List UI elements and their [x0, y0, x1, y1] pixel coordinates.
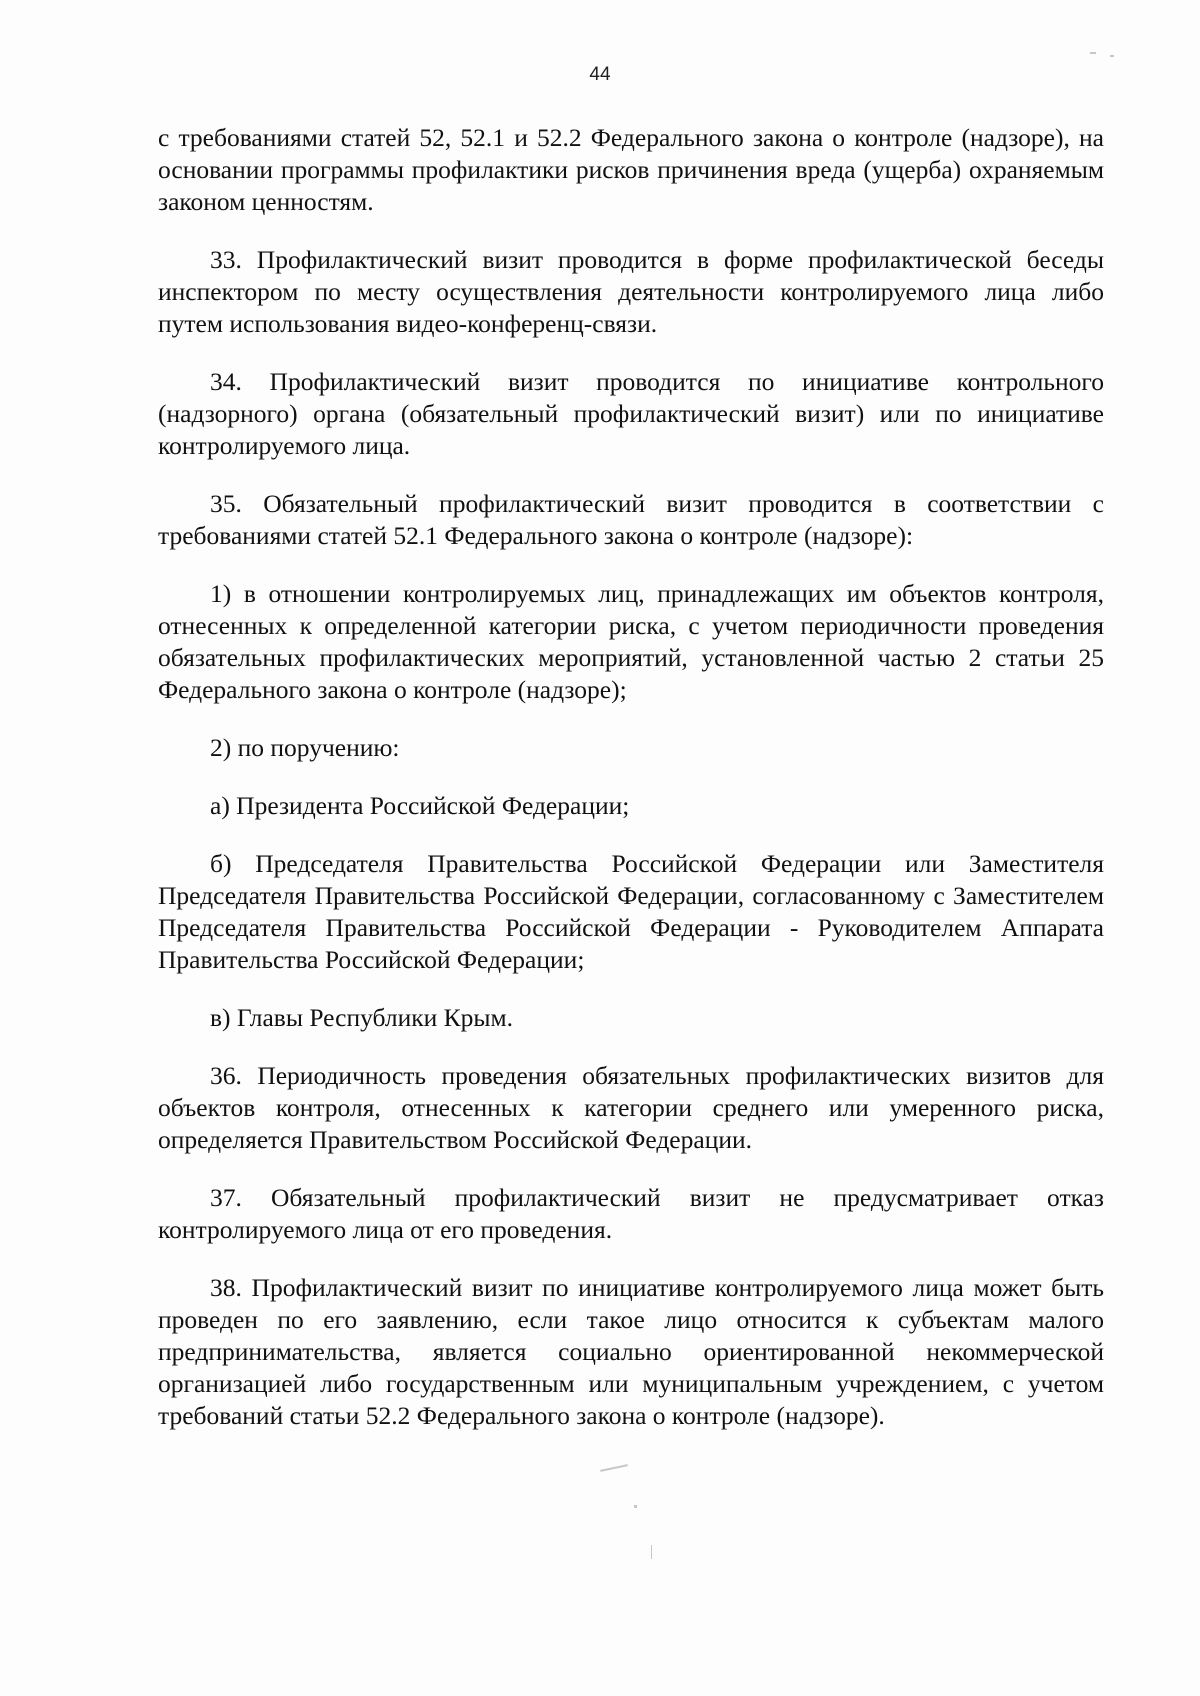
paragraph-35-item-1: 1) в отношении контролируемых лиц, принадлежащих им объектов контроля, отнесенных к определенной категории риска, с учетом периодичности проведения обязательных профилактических мероприятий, установленной частью 2 статьи 25 Федерального закона о контроле (надзоре); — [158, 579, 1104, 704]
scan-artifact — [651, 1545, 652, 1559]
scan-artifact — [1090, 52, 1096, 54]
paragraph-35: 35. Обязательный профилактический визит проводится в соответствии с требованиями статей 52.1 Федерального закона о контроле (надзоре): — [158, 489, 1104, 550]
scan-artifact — [634, 1505, 637, 1508]
paragraph-33: 33. Профилактический визит проводится в форме профилактической беседы инспектором по месту осуществления деятельности контролируемого лица либо путем использования видео-конференц-связи. — [158, 245, 1104, 338]
paragraph-35-item-2b: б) Председателя Правительства Российской Федерации или Заместителя Председателя Правительства Российской Федерации, согласованному с Заместителем Председателя Правительства Российской Федерации - Руководителем Аппарата Правительства Российской Федерации; — [158, 849, 1104, 974]
page-number: 44 — [589, 64, 611, 85]
document-body — [158, 122, 1104, 1458]
scan-artifact — [600, 1464, 628, 1472]
scan-artifact — [1110, 55, 1114, 57]
paragraph-35-item-2c: в) Главы Республики Крым. — [210, 1003, 514, 1032]
paragraph-35-item-2: 2) по поручению: — [210, 733, 400, 762]
paragraph-continuation: с требованиями статей 52, 52.1 и 52.2 Федерального закона о контроле (надзоре), на основании программы профилактики рисков причинения вреда (ущерба) охраняемым законом ценностям. — [158, 123, 1104, 216]
paragraph-34: 34. Профилактический визит проводится по инициативе контрольного (надзорного) органа (обязательный профилактический визит) или по инициативе контролируемого лица. — [158, 367, 1104, 460]
paragraph-36: 36. Периодичность проведения обязательных профилактических визитов для объектов контроля, отнесенных к категории среднего или умеренного риска, определяется Правительством Российской Федерации. — [158, 1061, 1104, 1154]
paragraph-35-item-2a: а) Президента Российской Федерации; — [210, 791, 630, 820]
paragraph-38: 38. Профилактический визит по инициативе контролируемого лица может быть проведен по его заявлению, если такое лицо относится к субъектам малого предпринимательства, является социально ориентированной некоммерческой организацией либо государственным или муниципальным учреждением, с учетом требований статьи 52.2 Федерального закона о контроле (надзоре). — [158, 1273, 1104, 1430]
paragraph-37: 37. Обязательный профилактический визит не предусматривает отказ контролируемого лица от его проведения. — [158, 1183, 1104, 1244]
